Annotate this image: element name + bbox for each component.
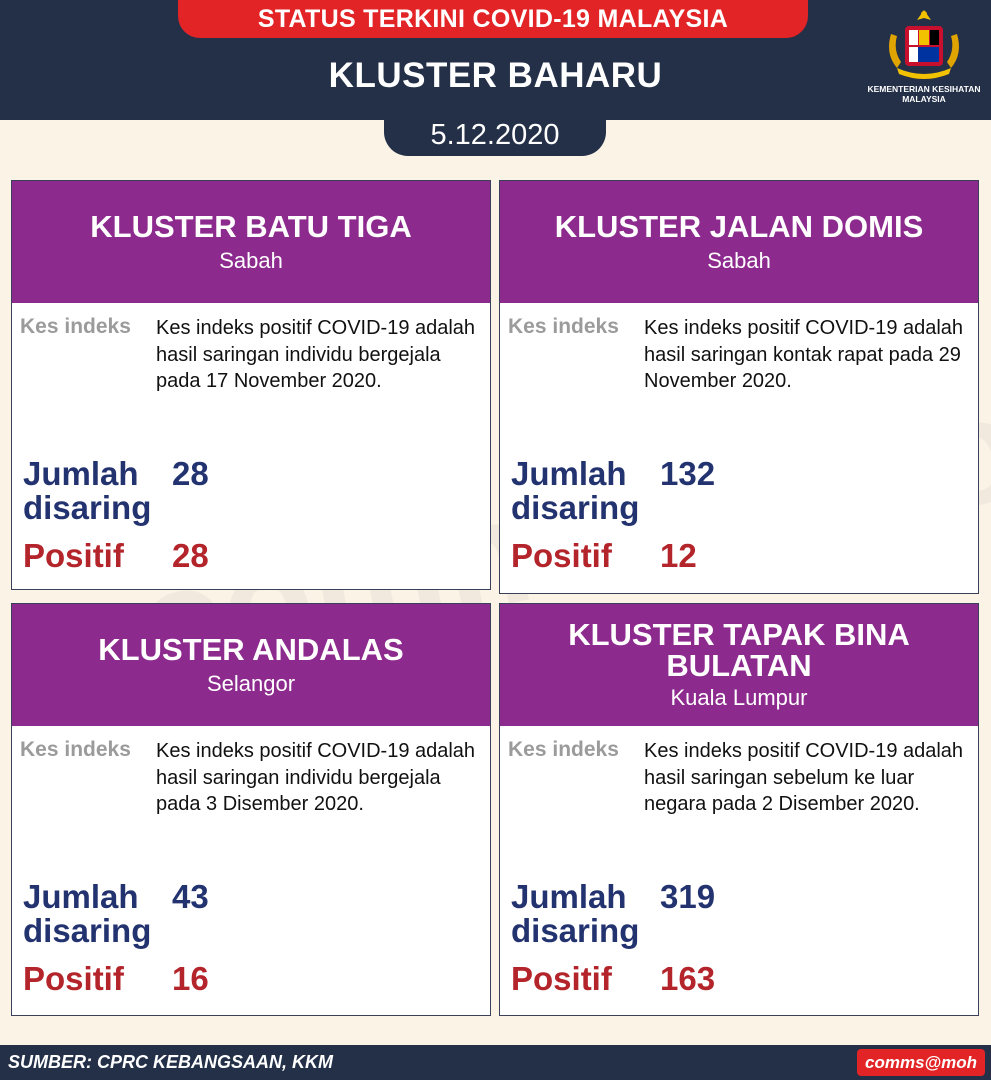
cluster-header	[500, 604, 978, 726]
brand-tag: comms@moh	[857, 1049, 985, 1076]
cluster-header	[500, 181, 978, 303]
cluster-state: Selangor	[206, 670, 296, 696]
cluster-header	[12, 604, 490, 726]
kes-indeks-label: Kes indeks	[20, 315, 131, 338]
logo-text: KEMENTERIAN KESIHATAN MALAYSIA	[867, 84, 981, 104]
cluster-state: Sabah	[219, 247, 283, 273]
jumlah-disaring-value: 132	[660, 455, 716, 492]
cluster-name: KLUSTER ANDALAS	[98, 631, 404, 667]
cluster-card	[499, 180, 979, 594]
kes-indeks-text: Kes indeks positif COVID-19 adalah hasil saringan individu bergejala pada 17 November 2020.	[156, 317, 476, 392]
footer-bar	[0, 1045, 991, 1080]
jumlah-disaring-label: Jumlah disaring	[23, 455, 152, 526]
cluster-card	[11, 603, 491, 1016]
kes-indeks-label: Kes indeks	[20, 738, 131, 761]
positif-label: Positif	[511, 537, 612, 574]
jumlah-disaring-value: 28	[172, 455, 209, 492]
coat-of-arms-icon	[879, 6, 969, 82]
jumlah-disaring-label: Jumlah disaring	[511, 455, 640, 526]
ministry-logo	[866, 6, 982, 114]
positif-label: Positif	[23, 537, 124, 574]
header-bar	[0, 0, 991, 120]
positif-value: 163	[660, 960, 716, 997]
kes-indeks-text: Kes indeks positif COVID-19 adalah hasil saringan sebelum ke luar negara pada 2 Disember 2020.	[644, 740, 964, 815]
kes-indeks-label: Kes indeks	[508, 738, 619, 761]
cluster-state: Kuala Lumpur	[670, 685, 808, 710]
cluster-body	[500, 303, 978, 589]
kes-indeks-label: Kes indeks	[508, 315, 619, 338]
jumlah-disaring-value: 319	[660, 878, 716, 915]
jumlah-disaring-label: Jumlah disaring	[23, 878, 152, 949]
cluster-card	[11, 180, 491, 590]
kes-indeks-text: Kes indeks positif COVID-19 adalah hasil saringan kontak rapat pada 29 November 2020.	[644, 317, 964, 392]
source-note: SUMBER: CPRC KEBANGSAAN, KKM	[8, 1052, 334, 1072]
cluster-body	[12, 303, 490, 589]
positif-label: Positif	[23, 960, 124, 997]
cluster-name: KLUSTER TAPAK BINA BULATAN	[568, 617, 910, 683]
positif-value: 12	[660, 537, 697, 574]
date-label: 5.12.2020	[384, 110, 606, 156]
cluster-state: Sabah	[707, 247, 771, 273]
status-banner: STATUS TERKINI COVID-19 MALAYSIA	[178, 0, 808, 38]
cluster-body	[500, 726, 978, 1012]
kes-indeks-text: Kes indeks positif COVID-19 adalah hasil saringan individu bergejala pada 3 Disember 2020.	[156, 740, 476, 815]
jumlah-disaring-value: 43	[172, 878, 209, 915]
jumlah-disaring-label: Jumlah disaring	[511, 878, 640, 949]
positif-value: 28	[172, 537, 209, 574]
page-title: KLUSTER BAHARU	[328, 56, 663, 95]
positif-label: Positif	[511, 960, 612, 997]
cluster-body	[12, 726, 490, 1012]
cluster-name: KLUSTER JALAN DOMIS	[554, 208, 924, 244]
cluster-header	[12, 181, 490, 303]
cluster-card	[499, 603, 979, 1016]
cluster-name: KLUSTER BATU TIGA	[90, 208, 412, 244]
positif-value: 16	[172, 960, 209, 997]
